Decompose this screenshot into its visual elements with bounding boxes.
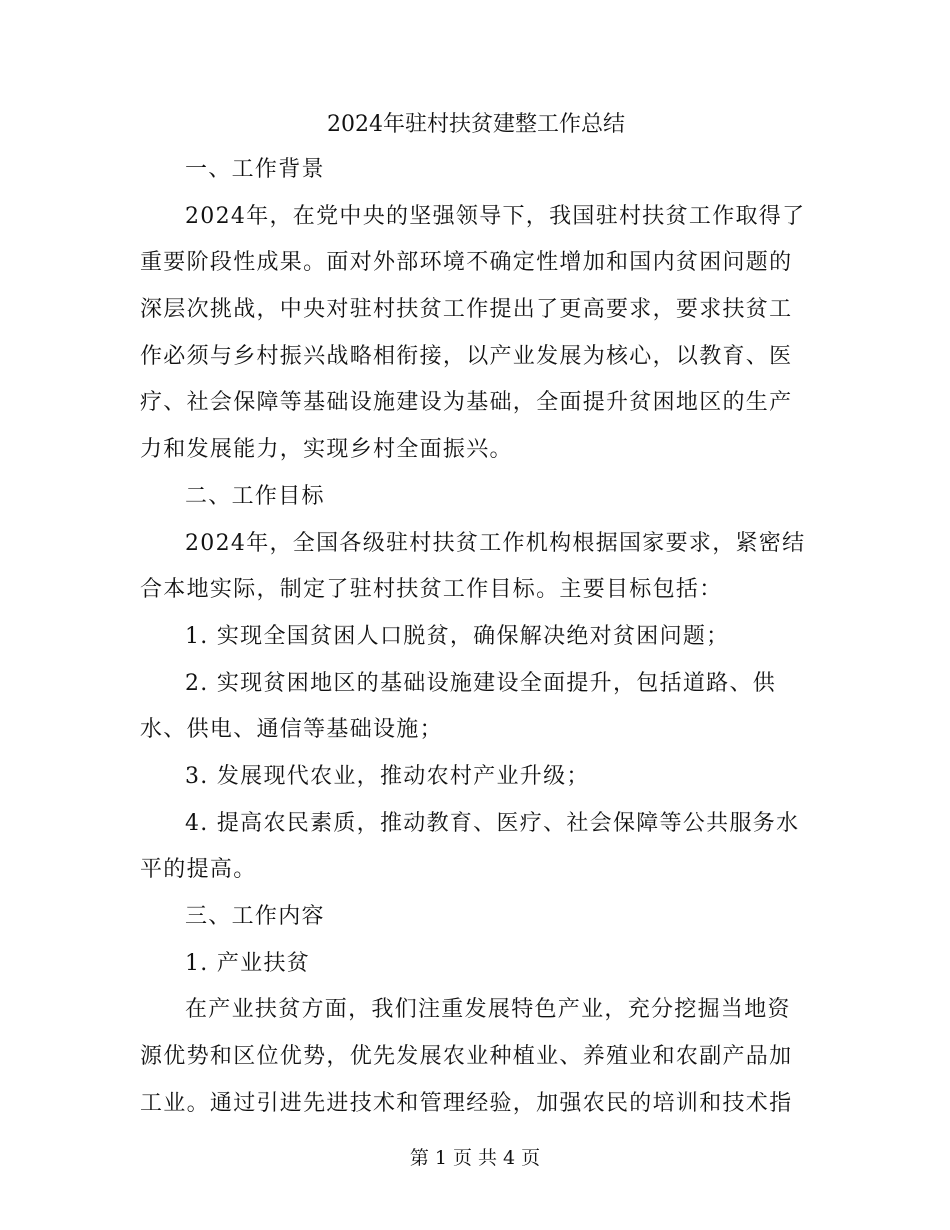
text-line: 2024年，全国各级驻村扶贫工作机构根据国家要求，紧密结 [185,530,806,556]
text-line: 平的提高。 [140,857,257,883]
text-line: 三、工作内容 [185,904,325,929]
text-line: 3. 发展现代农业，推动农村产业升级； [185,763,590,789]
text-line: 水、供电、通信等基础设施； [140,717,443,743]
text-line: 合本地实际，制定了驻村扶贫工作目标。主要目标包括： [140,577,723,603]
document-text [140,147,812,1127]
text-line: 疗、社会保障等基础设施建设为基础，全面提升贫困地区的生产 [140,390,793,416]
text-line: 1. 产业扶贫 [185,950,311,976]
text-line: 力和发展能力，实现乡村全面振兴。 [140,437,513,463]
text-line: 源优势和区位优势，优先发展农业种植业、养殖业和农副产品加 [140,1044,793,1070]
document-title: 2024年驻村扶贫建整工作总结 [327,112,625,137]
text-line: 一、工作背景 [185,157,325,182]
text-line: 在产业扶贫方面，我们注重发展特色产业，充分挖掘当地资 [185,997,791,1023]
text-line: 2. 实现贫困地区的基础设施建设全面提升，包括道路、供 [185,670,777,696]
text-line: 1. 实现全国贫困人口脱贫，确保解决绝对贫困问题； [185,623,730,649]
text-line: 深层次挑战，中央对驻村扶贫工作提出了更高要求，要求扶贫工 [140,297,793,323]
text-line: 重要阶段性成果。面对外部环境不确定性增加和国内贫困问题的 [140,250,793,276]
text-line: 作必须与乡村振兴战略相衔接，以产业发展为核心，以教育、医 [140,343,793,369]
page-number-footer: 第 1 页 共 4 页 [409,1147,541,1169]
text-line: 二、工作目标 [185,483,325,509]
text-line: 工业。通过引进先进技术和管理经验，加强农民的培训和技术指 [140,1090,793,1116]
text-line: 4. 提高农民素质，推动教育、医疗、社会保障等公共服务水 [185,810,800,836]
document-body [140,103,812,1127]
text-line: 2024年，在党中央的坚强领导下，我国驻村扶贫工作取得了 [185,203,806,229]
